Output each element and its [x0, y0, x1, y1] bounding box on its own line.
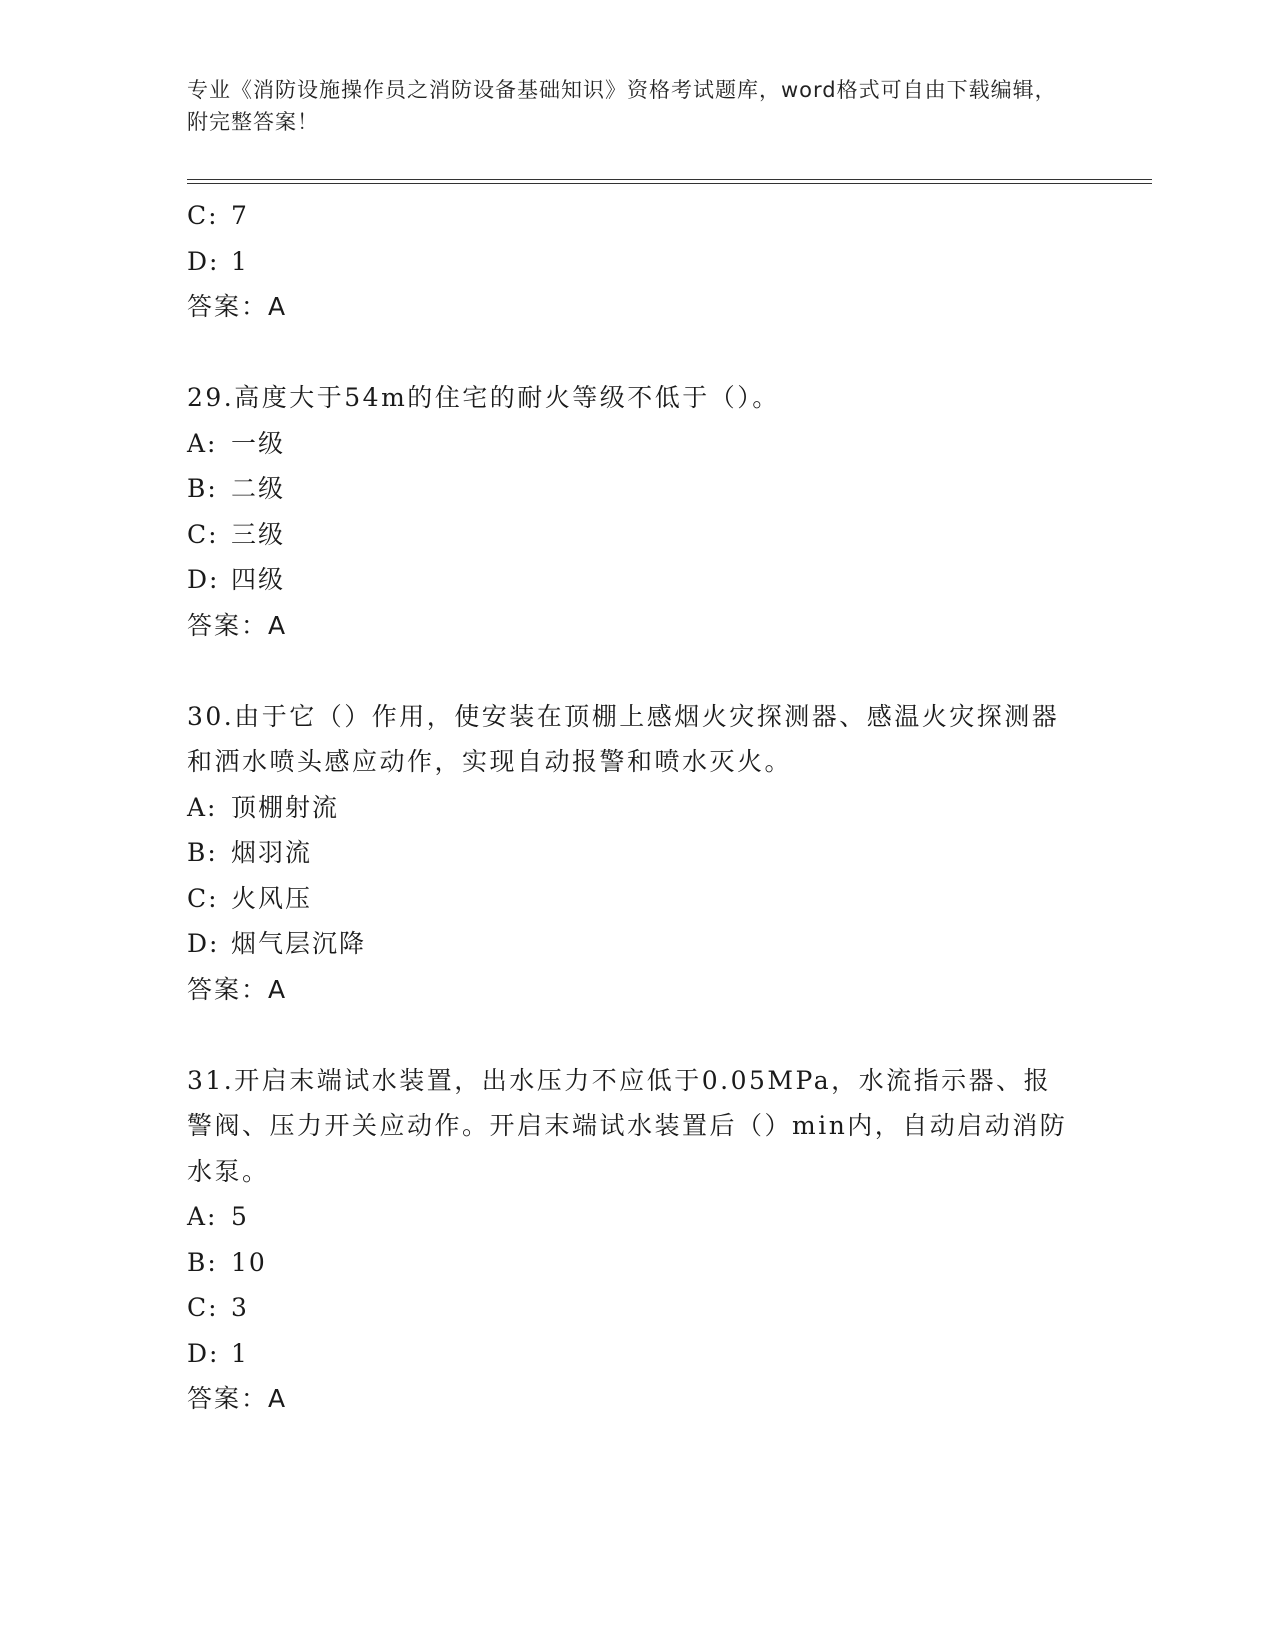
answer-line: 答案：A	[187, 610, 288, 640]
option-text: 1	[231, 1338, 249, 1368]
option-a	[187, 1194, 1087, 1240]
option-text: 顶棚射流	[231, 792, 340, 822]
option-d	[187, 557, 1087, 603]
option-label: D:	[187, 565, 220, 594]
option-text: 5	[231, 1202, 249, 1231]
option-text: 三级	[231, 519, 286, 549]
spacer	[187, 648, 1087, 694]
option-text: 7	[231, 201, 249, 230]
option-a	[187, 421, 1087, 467]
option-c	[187, 193, 1087, 239]
question-stem: 30.由于它（）作用，使安装在顶棚上感烟火灾探测器、感温火灾探测器和洒水喷头感应动作，实现自动报警和喷水灭火。	[187, 701, 1060, 776]
header-divider-bottom	[187, 183, 1152, 184]
spacer	[187, 1012, 1087, 1058]
option-label: D:	[187, 929, 220, 958]
option-b	[187, 1240, 1087, 1286]
answer-line: 答案：A	[187, 292, 288, 321]
option-label: D:	[187, 246, 220, 276]
option-text: 火风压	[231, 883, 313, 913]
question-list	[187, 193, 1087, 1422]
option-a	[187, 785, 1087, 831]
option-text: 烟气层沉降	[231, 929, 367, 958]
partial-question-28	[187, 193, 1087, 330]
option-label: B:	[187, 474, 218, 503]
option-text: 3	[231, 1293, 249, 1322]
option-label: A:	[187, 428, 218, 458]
answer-line: 答案：A	[187, 974, 288, 1004]
option-c	[187, 876, 1087, 922]
option-label: C:	[187, 519, 219, 549]
option-d	[187, 239, 1087, 285]
option-label: A:	[187, 1202, 218, 1231]
option-label: D:	[187, 1338, 220, 1368]
option-text: 10	[231, 1247, 267, 1277]
option-d	[187, 921, 1087, 967]
option-b	[187, 466, 1087, 512]
question-29	[187, 375, 1087, 648]
option-label: C:	[187, 1293, 219, 1322]
option-label: C:	[187, 883, 219, 913]
option-d	[187, 1331, 1087, 1377]
option-label: B:	[187, 838, 218, 867]
document-header: 专业《消防设施操作员之消防设备基础知识》资格考试题库，word格式可自由下载编辑，附完整答案！	[187, 78, 1057, 134]
question-30	[187, 694, 1087, 1013]
header-divider-top	[187, 179, 1152, 180]
option-label: B:	[187, 1247, 218, 1277]
option-label: A:	[187, 792, 218, 822]
option-b	[187, 830, 1087, 876]
question-31	[187, 1058, 1087, 1422]
option-label: C:	[187, 201, 219, 230]
option-text: 一级	[231, 428, 286, 458]
question-stem: 29.高度大于54m的住宅的耐火等级不低于（）。	[187, 383, 780, 412]
option-c	[187, 1285, 1087, 1331]
answer-line: 答案：A	[187, 1384, 288, 1413]
option-text: 1	[231, 246, 249, 276]
option-c	[187, 512, 1087, 558]
question-stem: 31.开启末端试水装置，出水压力不应低于0.05MPa，水流指示器、报警阀、压力开关应动作。开启末端试水装置后（）min内，自动启动消防水泵。	[187, 1065, 1068, 1186]
spacer	[187, 330, 1087, 376]
option-text: 烟羽流	[231, 838, 313, 867]
option-text: 四级	[231, 565, 286, 594]
option-text: 二级	[231, 474, 286, 503]
